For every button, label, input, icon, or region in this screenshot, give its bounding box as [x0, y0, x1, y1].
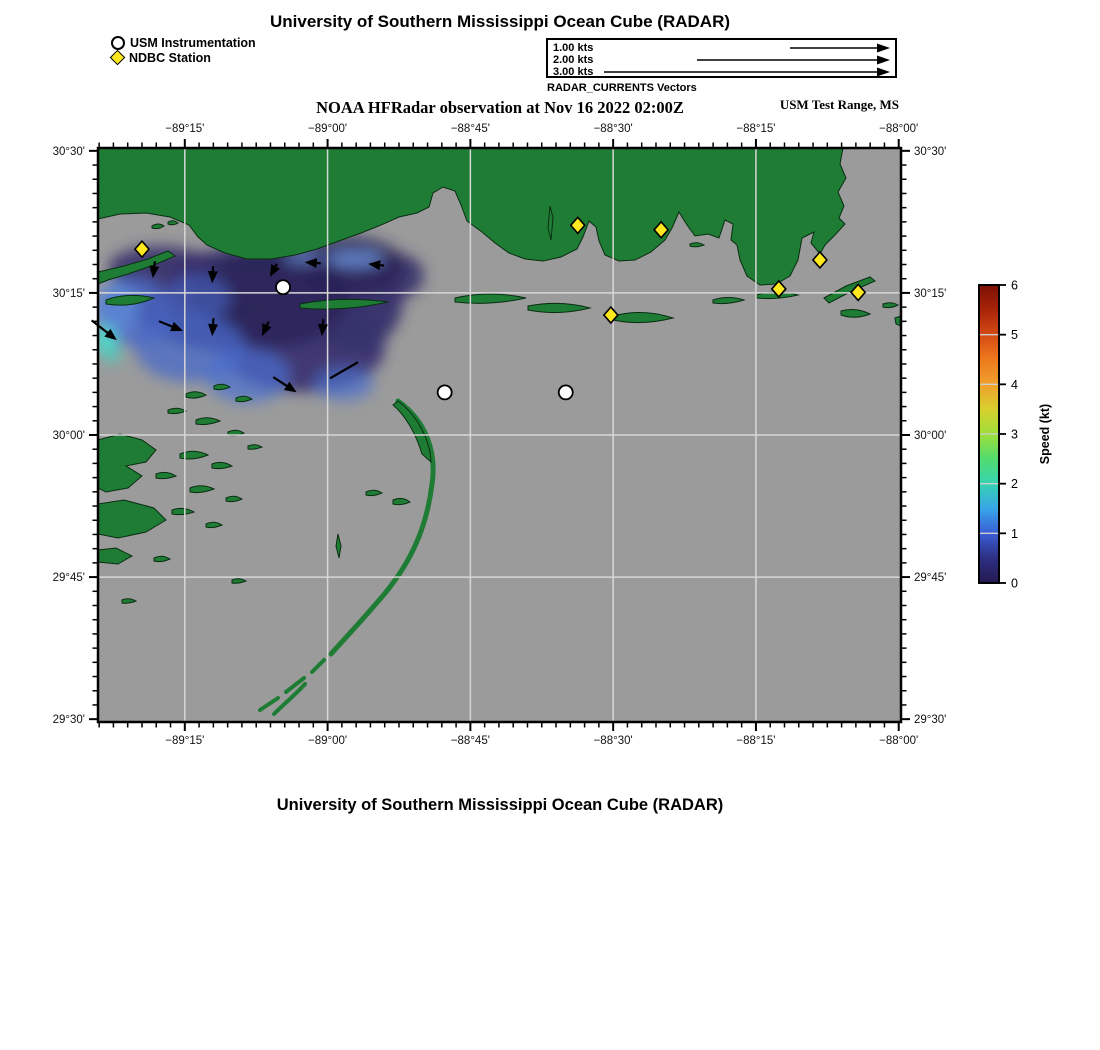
lat-label-right: 30°00': [914, 430, 947, 442]
colorbar-tick-label: 4: [1011, 377, 1018, 392]
lat-label-left: 30°00': [52, 430, 85, 442]
usm-instrumentation-marker: [276, 280, 290, 294]
vector-scale-label-1: 1.00 kts: [553, 42, 594, 54]
lat-label-left: 30°30': [52, 145, 85, 158]
lon-label-bottom: −88°30': [593, 735, 633, 747]
usm-instrumentation-marker: [438, 385, 452, 399]
figure-title-bottom: University of Southern Mississippi Ocean Cube (RADAR): [276, 796, 724, 814]
vector-scale-label-2: 2.00 kts: [553, 54, 594, 66]
lon-label-top: −88°15': [736, 123, 776, 135]
lon-label-bottom: −89°00': [308, 735, 348, 747]
lat-label-left: 29°30': [52, 714, 85, 727]
lon-label-top: −89°00': [308, 123, 348, 135]
lon-label-bottom: −88°45': [450, 735, 490, 747]
observation-subtitle: NOAA HFRadar observation at Nov 16 2022 02:00Z: [316, 98, 684, 117]
usm-instrumentation-marker: [559, 385, 573, 399]
test-range-label: USM Test Range, MS: [779, 97, 899, 112]
vector-scale-caption: RADAR_CURRENTS Vectors: [547, 82, 697, 94]
colorbar-tick-label: 2: [1011, 477, 1018, 492]
speed-colorbar: [979, 279, 1052, 591]
colorbar-tick-label: 1: [1011, 526, 1018, 541]
lat-label-left: 30°15': [52, 287, 85, 300]
lon-label-bottom: −89°15': [165, 735, 205, 747]
lon-label-top: −88°45': [450, 123, 490, 135]
lat-label-right: 29°30': [914, 714, 947, 727]
lat-label-right: 30°30': [914, 145, 947, 158]
colorbar-tick-label: 6: [1011, 278, 1018, 293]
speed-field-patch: [103, 345, 121, 363]
lon-label-bottom: −88°00': [879, 735, 919, 747]
speed-field-patch: [166, 274, 230, 322]
lon-label-top: −89°15': [165, 123, 205, 135]
lat-label-left: 29°45': [52, 572, 85, 585]
colorbar-tick-label: 5: [1011, 328, 1018, 343]
legend-label-ndbc: NDBC Station: [129, 50, 211, 65]
speed-field-patch: [206, 349, 290, 403]
lat-label-right: 29°45': [914, 572, 947, 585]
colorbar-tick-label: 0: [1011, 576, 1018, 591]
figure-title-top: University of Southern Mississippi Ocean Cube (RADAR): [269, 12, 731, 31]
lon-label-top: −88°30': [593, 123, 633, 135]
lon-label-bottom: −88°15': [736, 735, 776, 747]
colorbar-tick-label: 3: [1011, 427, 1018, 442]
colorbar-axis-label: Speed (kt): [1038, 403, 1052, 465]
speed-field-patch: [314, 367, 374, 401]
vector-scale-label-3: 3.00 kts: [553, 66, 594, 78]
legend-label-usm: USM Instrumentation: [130, 35, 256, 50]
lat-label-right: 30°15': [914, 287, 947, 300]
lon-label-top: −88°00': [879, 123, 919, 135]
